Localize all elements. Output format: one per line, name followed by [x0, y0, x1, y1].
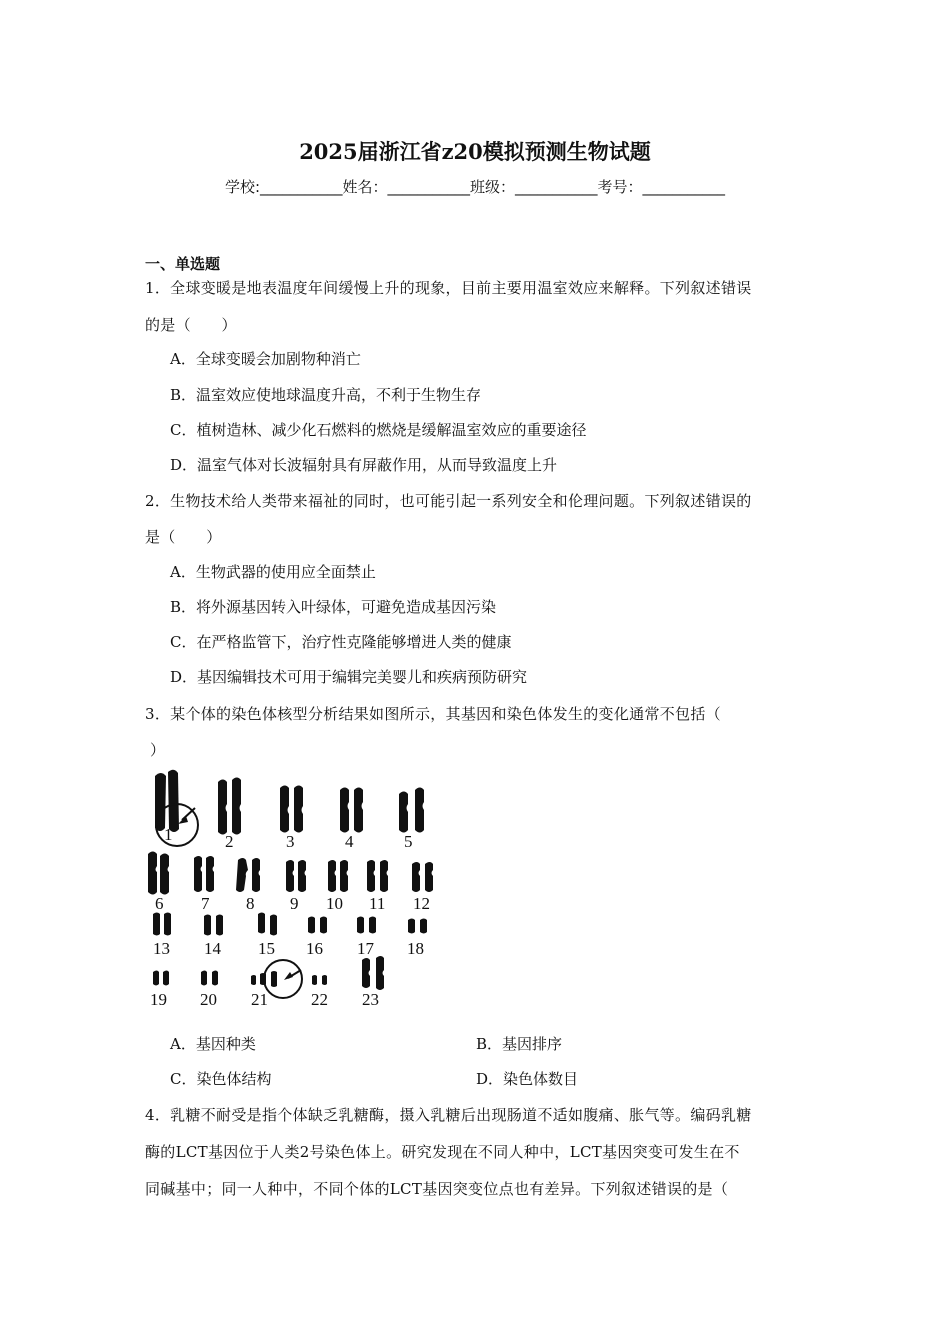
- chromosome-pair-14: [204, 915, 223, 936]
- question-1-line-1: 1．全球变暖是地表温度年间缓慢上升的现象，目前主要用温室效应来解释。下列叙述错误: [145, 279, 752, 297]
- question-3-option-d: D．染色体数目: [476, 1070, 579, 1088]
- chromosome-label: 14: [204, 939, 221, 958]
- section-heading: 一、单选题: [145, 255, 221, 273]
- chromosome-pair-23: [362, 956, 384, 990]
- question-3-option-c: C．染色体结构: [170, 1070, 272, 1088]
- chromosome-label: 23: [362, 990, 379, 1009]
- student-info-line: 学校:___________姓名：___________班级：___________考号：___________: [224, 178, 726, 196]
- chromosome-label: 2: [225, 832, 234, 851]
- question-2-option-d: D．基因编辑技术可用于编辑完美婴儿和疾病预防研究: [170, 668, 528, 686]
- chromosome-pair-7: [194, 856, 214, 892]
- question-3-option-a: A．基因种类: [170, 1035, 256, 1053]
- question-1-option-b: B．温室效应使地球温度升高，不利于生物生存: [170, 386, 482, 404]
- chromosome-pair-11: [367, 860, 388, 892]
- question-1-line-2: 的是（ ）: [145, 316, 237, 334]
- chromosome-pair-13: [153, 913, 171, 936]
- question-4-line-1: 4．乳糖不耐受是指个体缺乏乳糖酶，摄入乳糖后出现肠道不适如腹痛、胀气等。编码乳糖: [145, 1106, 752, 1124]
- chromosome-pair-1: [155, 770, 198, 846]
- chromosome-pair-6: [148, 852, 169, 895]
- chromosome-label: 16: [306, 939, 323, 958]
- chromosome-label: 4: [345, 832, 354, 851]
- chromosome-label: 15: [258, 939, 275, 958]
- question-1-option-c: C．植树造林、减少化石燃料的燃烧是缓解温室效应的重要途径: [170, 421, 587, 439]
- question-3-line-2: ）: [150, 741, 166, 759]
- chromosome-pair-20: [201, 971, 218, 986]
- page-title: 2025届浙江省z20模拟预测生物试题: [299, 139, 651, 164]
- chromosome-pair-16: [308, 917, 327, 934]
- chromosome-label: 3: [286, 832, 295, 851]
- chromosome-pair-2: [218, 778, 241, 835]
- question-2-line-2: 是（ ）: [145, 528, 222, 546]
- chromosome-label: 9: [290, 894, 299, 913]
- chromosome-pair-18: [408, 919, 427, 934]
- chromosome-pair-3: [280, 786, 303, 833]
- question-2-option-b: B．将外源基因转入叶绿体，可避免造成基因污染: [170, 598, 497, 616]
- question-2-option-c: C．在严格监管下，治疗性克隆能够增进人类的健康: [170, 633, 512, 651]
- chromosome-pair-5: [399, 788, 424, 833]
- chromosome-pair-15: [258, 913, 277, 936]
- chromosome-pair-4: [340, 788, 363, 833]
- chromosome-label: 11: [369, 894, 386, 913]
- chromosome-pair-19: [153, 971, 169, 986]
- chromosome-pair-9: [286, 860, 306, 892]
- chromosome-pair-22: [312, 975, 327, 985]
- chromosome-label: 5: [404, 832, 413, 851]
- karyotype-figure: [140, 768, 450, 1013]
- chromosome-label: 19: [150, 990, 167, 1009]
- chromosome-label: 8: [246, 894, 255, 913]
- chromosome-label: 13: [153, 939, 170, 958]
- chromosome-label: 10: [326, 894, 343, 913]
- chromosome-pair-8: [236, 858, 260, 892]
- question-1-option-d: D．温室气体对长波辐射具有屏蔽作用，从而导致温度上升: [170, 456, 558, 474]
- question-1-option-a: A．全球变暖会加剧物种消亡: [170, 350, 361, 368]
- question-3-option-b: B．基因排序: [476, 1035, 563, 1053]
- question-2-option-a: A．生物武器的使用应全面禁止: [170, 563, 376, 581]
- chromosome-label: 18: [407, 939, 424, 958]
- question-4-line-2: 酶的LCT基因位于人类2号染色体上。研究发现在不同人种中，LCT基因突变可发生在不: [145, 1143, 740, 1161]
- chromosome-label: 17: [357, 939, 374, 958]
- chromosome-label: 7: [201, 894, 210, 913]
- chromosome-label: 12: [413, 894, 430, 913]
- chromosome-label: 6: [155, 894, 164, 913]
- question-3-line-1: 3．某个体的染色体核型分析结果如图所示，其基因和染色体发生的变化通常不包括（: [145, 705, 721, 723]
- chromosome-label: 1: [164, 825, 173, 844]
- question-4-line-3: 同碱基中；同一人种中，不同个体的LCT基因突变位点也有差异。下列叙述错误的是（: [145, 1180, 729, 1198]
- question-2-line-1: 2．生物技术给人类带来福祉的同时，也可能引起一系列安全和伦理问题。下列叙述错误的: [145, 492, 752, 510]
- chromosome-label: 20: [200, 990, 217, 1009]
- chromosome-pair-12: [412, 862, 433, 892]
- chromosome-label: 22: [311, 990, 328, 1009]
- chromosome-pair-10: [328, 860, 348, 892]
- chromosome-label: 21: [251, 990, 268, 1009]
- chromosome-pair-17: [357, 917, 376, 934]
